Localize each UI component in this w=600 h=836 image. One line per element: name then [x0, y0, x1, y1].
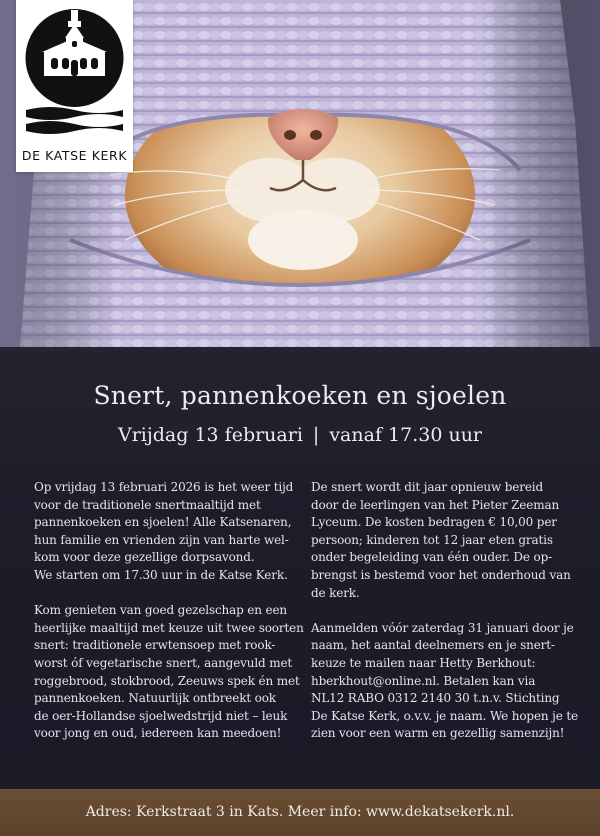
- logo-name: DE KATSE KERK: [21, 148, 128, 163]
- text-line: door de leerlingen van het Pieter Zeeman: [311, 497, 560, 512]
- paragraph-costs: [311, 479, 573, 602]
- paragraph-invitation: [34, 479, 314, 585]
- text-line: keuze te mailen naar Hetty Berkhout:: [311, 655, 536, 670]
- church-logo: [16, 0, 133, 172]
- text-line: brengst is bestemd voor het onderhoud van: [311, 567, 571, 582]
- paragraph-menu: [34, 602, 314, 743]
- text-line: roggebrood, stokbrood, Zeeuws spek én met: [34, 673, 300, 688]
- event-subtitle: [0, 424, 600, 446]
- text-line: zien voor een warm en gezellig samenzijn!: [311, 726, 565, 741]
- text-line: worst óf vegetarische snert, aangevuld met: [34, 655, 293, 670]
- text-line: de kerk.: [311, 585, 360, 600]
- text-line: Aanmelden vóór zaterdag 31 januari door je: [311, 620, 574, 635]
- text-line: Op vrijdag 13 februari 2026 is het weer tijd: [34, 480, 294, 494]
- text-line: hun familie en vrienden zijn van harte wel-: [34, 532, 289, 547]
- text-line: De Katse Kerk, o.v.v. je naam. We hopen je te: [311, 708, 578, 723]
- left-column: [34, 479, 314, 761]
- text-line: Lyceum. De kosten bedragen € 10,00 per: [311, 515, 557, 530]
- text-line: heerlijke maaltijd met keuze uit twee soorten: [34, 620, 304, 635]
- page-title: Snert, pannenkoeken en sjoelen: [93, 381, 507, 410]
- church-icon: [24, 8, 125, 144]
- text-line: voor jong en oud, iedereen kan meedoen!: [34, 726, 282, 741]
- text-line: Kom genieten van goed gezelschap en een: [34, 603, 287, 618]
- text-line: We starten om 17.30 uur in de Katse Kerk.: [34, 567, 288, 582]
- subtitle-separator: |: [312, 424, 320, 446]
- footer-bar: [0, 789, 600, 836]
- text-line: pannenkoeken. Natuurlijk ontbreekt ook: [34, 691, 276, 706]
- text-line: hberkhout@online.nl. Betalen kan via: [311, 673, 536, 688]
- footer-address: Adres: Kerkstraat 3 in Kats. Meer info: www.dekatsekerk.nl.: [85, 804, 515, 820]
- right-column: [311, 479, 578, 761]
- text-line: naam, het aantal deelnemers en je snert-: [311, 638, 555, 653]
- text-line: persoon; kinderen tot 12 jaar eten gratis: [311, 532, 553, 547]
- text-line: NL12 RABO 0312 2140 30 t.n.v. Stichting: [311, 691, 560, 706]
- text-line: De snert wordt dit jaar opnieuw bereid: [311, 480, 544, 494]
- text-line: voor de traditionele snertmaaltijd met: [34, 497, 261, 512]
- event-time: vanaf 17.30 uur: [329, 424, 483, 446]
- text-line: pannenkoeken en sjoelen! Alle Katsenaren,: [34, 515, 292, 530]
- event-date: Vrijdag 13 februari: [117, 424, 303, 446]
- paragraph-registration: [311, 620, 578, 743]
- text-line: snert: traditionele erwtensoep met rook-: [34, 638, 276, 653]
- text-line: de oer-Hollandse sjoelwedstrijd niet – leuk: [34, 708, 288, 723]
- text-line: kom voor deze gezellige dorpsavond.: [34, 550, 255, 565]
- text-line: onder begeleiding van één ouder. De op-: [311, 550, 553, 565]
